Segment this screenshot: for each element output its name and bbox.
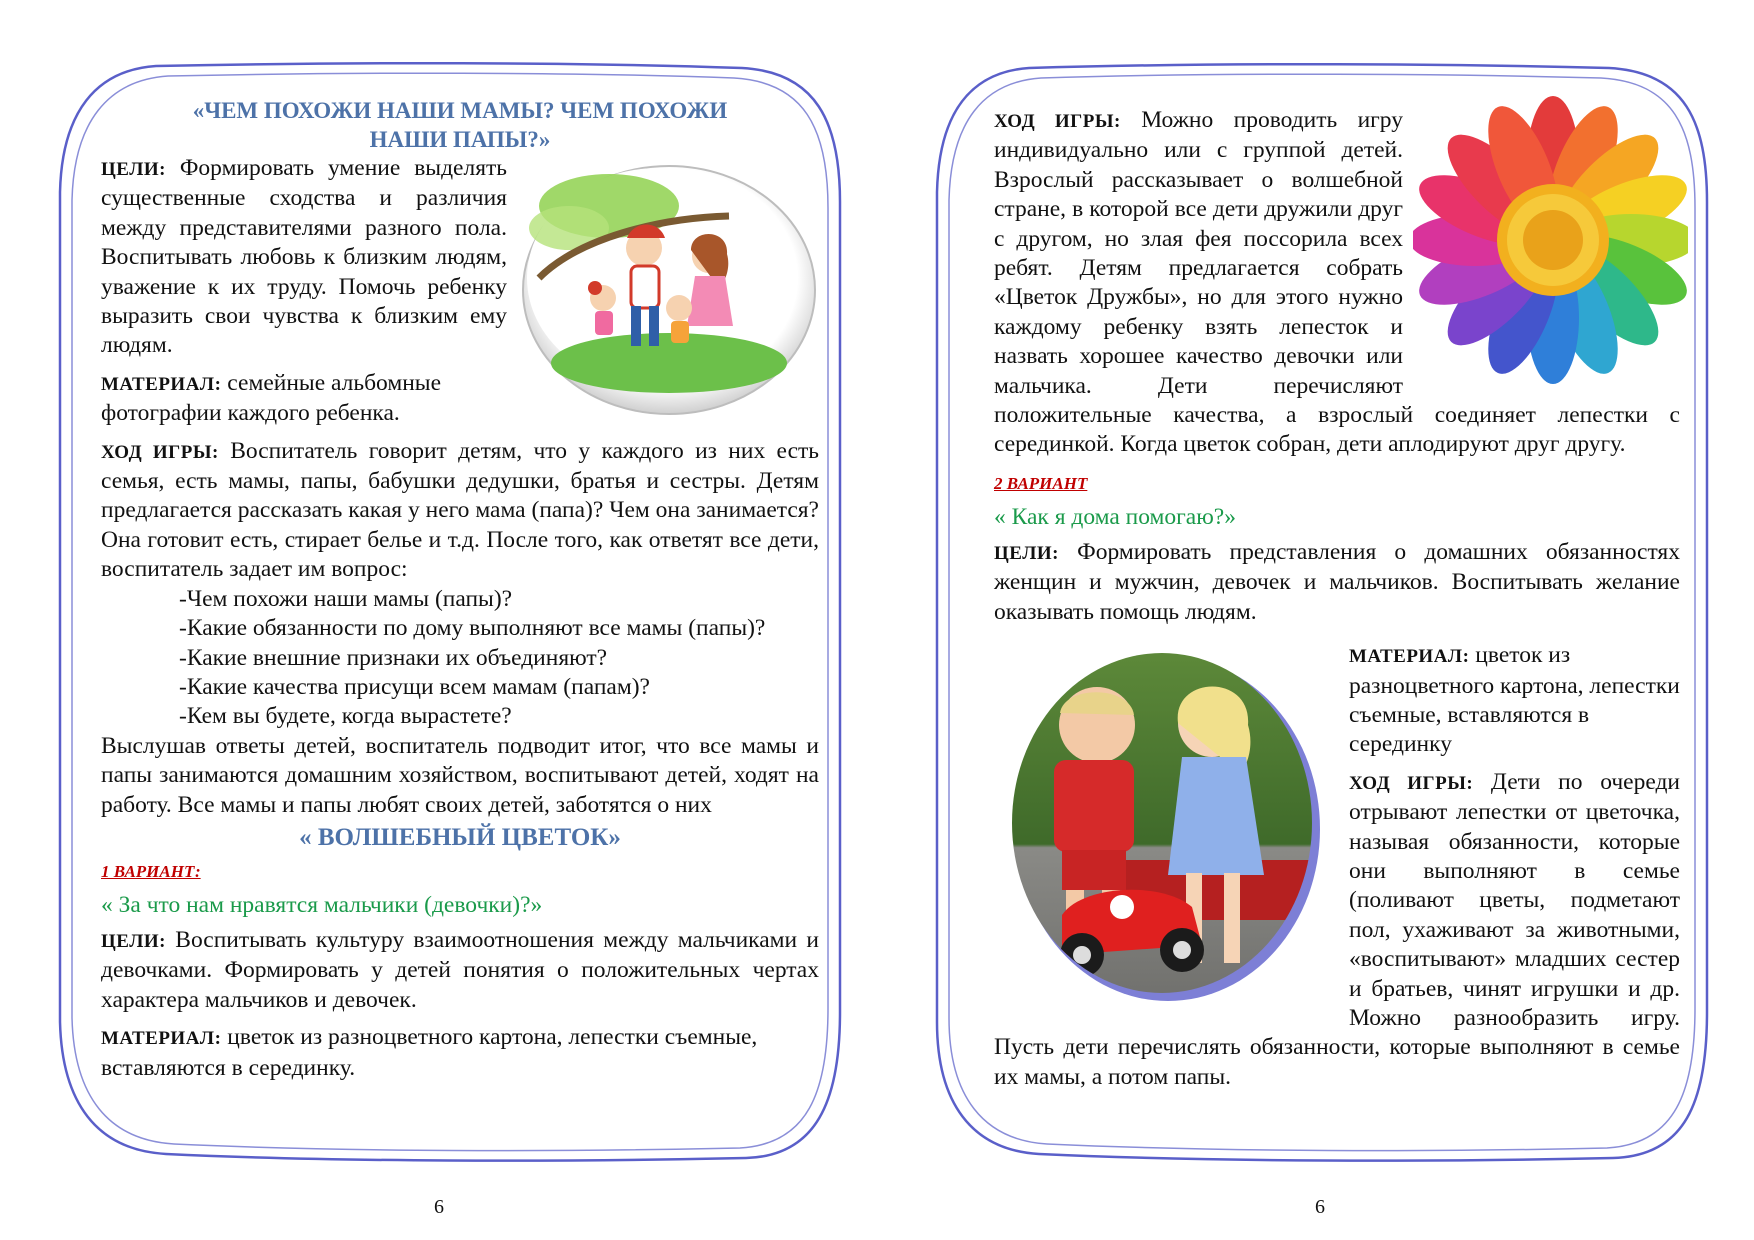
children-photo-image: [1002, 645, 1327, 1007]
v2-course-label: ХОД ИГРЫ:: [1349, 772, 1474, 794]
material-label: МАТЕРИАЛ:: [101, 373, 222, 395]
r-course-paragraph: [994, 106, 1680, 460]
course-paragraph: [101, 437, 819, 585]
question-item: -Чем похожи наши мамы (папы)?: [179, 585, 513, 612]
section-title: « ВОЛШЕБНЫЙ ЦВЕТОК»: [299, 823, 621, 851]
right-page-number: 6: [1315, 1196, 1325, 1218]
goals-label: ЦЕЛИ:: [101, 159, 166, 180]
v2-block: [994, 641, 1680, 1092]
variant1-label: 1 ВАРИАНТ:: [101, 861, 201, 881]
goals-text: Формировать умение выделять существенные сходства и различия между представителями разного пола. Воспитывать любовь к близким людям, уважение к их труду. Помочь ребенку выразить свои чувства к близким ему людям.: [101, 155, 507, 359]
left-page-content: [101, 96, 819, 1083]
r-course-label: ХОД ИГРЫ:: [994, 111, 1121, 132]
v2-material-label: МАТЕРИАЛ:: [1349, 646, 1470, 668]
question-item: -Какие внешние признаки их объединяют?: [179, 644, 608, 671]
question-item: -Какие качества присущи всем мамам (папам)?: [179, 673, 650, 700]
right-page-content: [994, 106, 1680, 1092]
course-text: Воспитатель говорит детям, что у каждого из них есть семья, есть мамы, папы, бабушки дедушки, братья и сестры. Детям предлагается рассказать какая у него мама (папа)? Чем она занимается? Она готовит есть, стирает белье и т.д. После того, как ответят все дети, воспитатель задает им вопрос:: [101, 437, 819, 583]
r-course-text: Можно проводить игру индивидуально или с группой детей. Взрослый рассказывает о волшебной стране, в которой все дети дружили друг с другом, но злая фея поссорила всех ребят. Детям предлагается собрать «Цветок Дружбы», но для этого нужно каждому ребенку взять лепесток и назвать хорошее качество девочки или мальчика. Дети перечисляют положительные качества, а взрослый соединяет лепестки с серединкой. Когда цветок собран, дети аплодируют друг другу.: [994, 107, 1680, 458]
variant2-label: 2 ВАРИАНТ: [994, 473, 1088, 493]
material-text: семейные альбомные фотографии каждого ребенка.: [101, 369, 441, 427]
rainbow-flower-image: [1413, 90, 1688, 390]
game-title-line2: НАШИ ПАПЫ?»: [369, 127, 551, 152]
page-number: 6: [434, 1196, 444, 1218]
v2-course-text: Дети по очереди отрывают лепестки от цветочка, называя обязанности, которые они выполняют в семье (поливают цветы, подметают пол, ухаживают за животными, «воспитывают» младших сестер и братьев, чинят игрушки и др. Можно разнообразить игру. Пусть дети перечислять обязанности, которые выполняют в семье их мамы, а потом папы.: [994, 768, 1681, 1090]
questions-list: [101, 585, 819, 732]
v1-goals-label: ЦЕЛИ:: [101, 930, 166, 952]
v2-goals-text: Формировать представления о домашних обязанностях женщин и мужчин, девочек и мальчиков. Воспитывать желание оказывать помощь людям.: [994, 538, 1680, 625]
v1-material-paragraph: [101, 1023, 819, 1083]
v1-material-text: цветок из разноцветного картона, лепестки съемные, вставляются в серединку.: [101, 1024, 758, 1081]
game-title-line1: «ЧЕМ ПОХОЖИ НАШИ МАМЫ? ЧЕМ ПОХОЖИ: [192, 98, 728, 123]
question-item: -Какие обязанности по дому выполняют все мамы (папы)?: [179, 615, 766, 642]
question-item: -Кем вы будете, когда вырастете?: [179, 703, 512, 730]
v1-material-label: МАТЕРИАЛ:: [101, 1028, 222, 1050]
v2-material-text: цветок из разноцветного картона, лепестки съемные, вставляются в серединку: [1349, 642, 1680, 758]
family-cartoon-image: [519, 158, 819, 418]
v2-goals-paragraph: [994, 538, 1680, 627]
course-label: ХОД ИГРЫ:: [101, 441, 219, 463]
conclusion-paragraph: Выслушав ответы детей, воспитатель подводит итог, что все мамы и папы занимаются домашним хозяйством, воспитывают детей, ходят на работу. Все мамы и папы любят своих детей, заботятся о них: [101, 732, 819, 818]
variant2-subtitle: « Как я дома помогаю?»: [994, 503, 1236, 530]
variant1-subtitle: « За что нам нравятся мальчики (девочки)?»: [101, 891, 543, 918]
v2-goals-label: ЦЕЛИ:: [994, 542, 1059, 564]
v1-goals-paragraph: [101, 926, 819, 1015]
game-title: [101, 96, 819, 154]
goals-paragraph: [101, 154, 819, 361]
v1-goals-text: Воспитывать культуру взаимоотношения между мальчиками и девочками. Формировать у детей понятия о положительных чертах характера мальчиков и девочек.: [101, 926, 819, 1013]
